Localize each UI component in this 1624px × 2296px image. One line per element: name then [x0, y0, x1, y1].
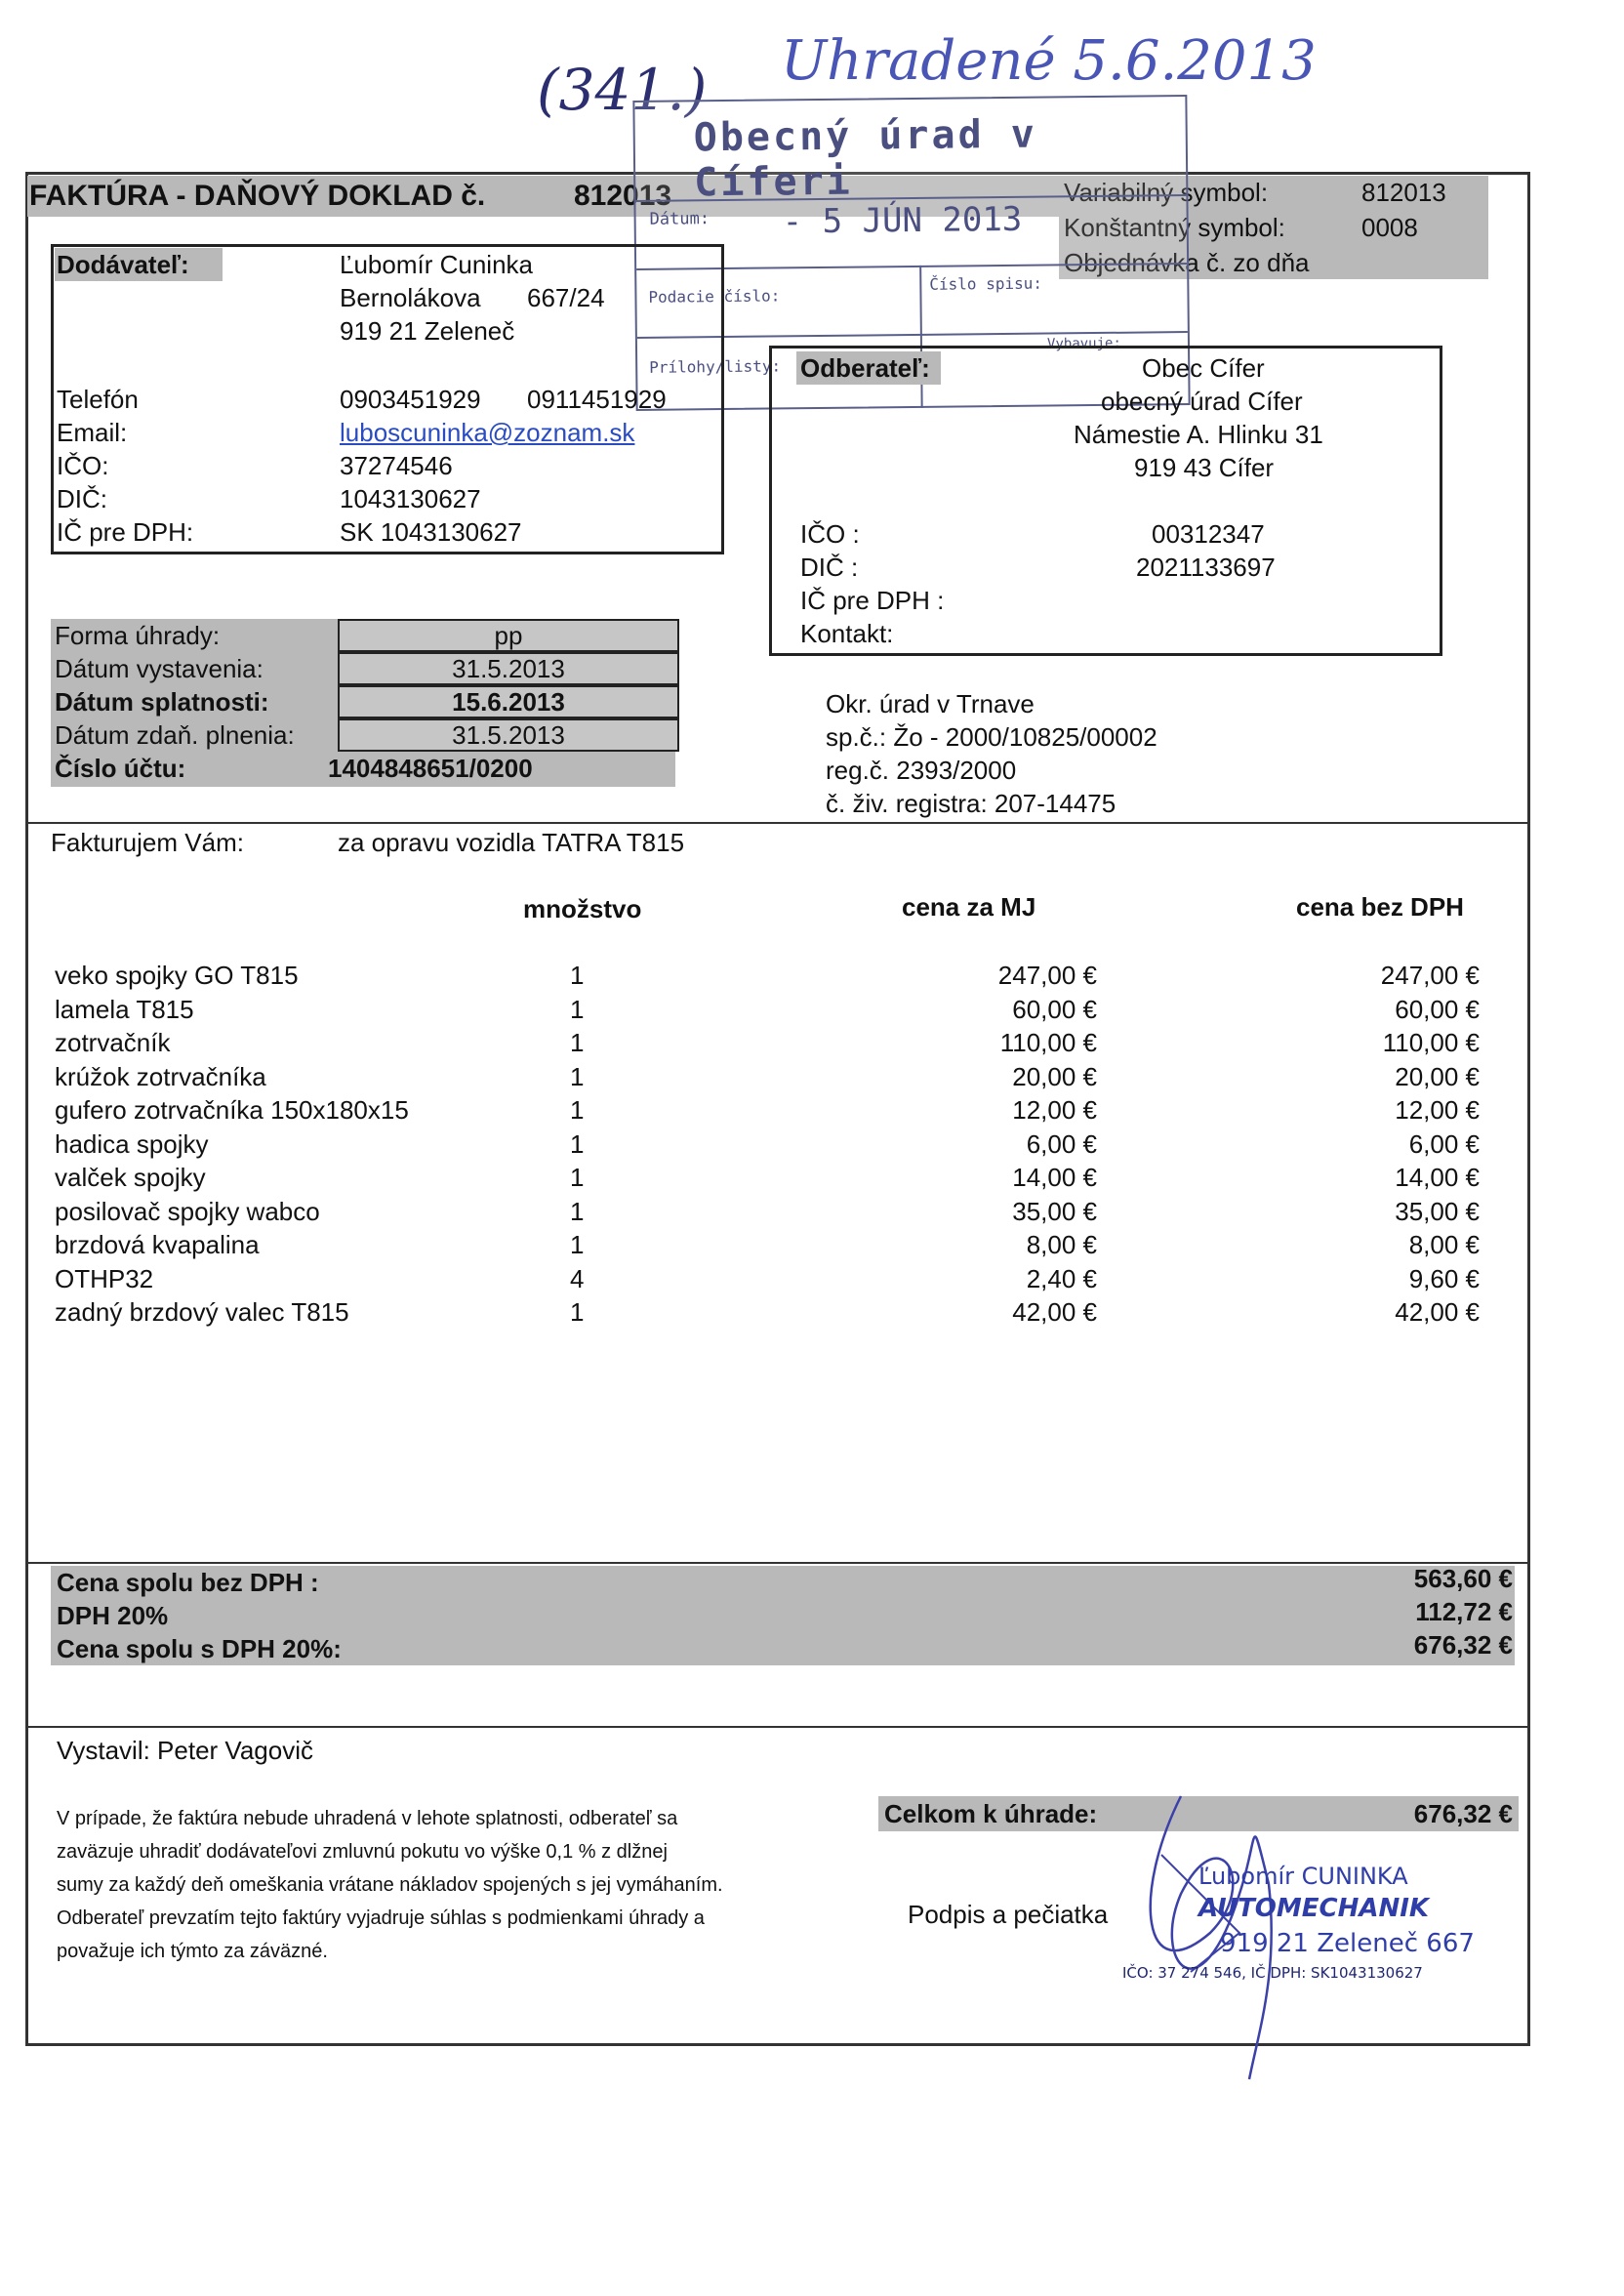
supplier-street-no: 667/24	[527, 283, 605, 312]
invoice-title: FAKTÚRA - DAŇOVÝ DOKLAD č.	[29, 180, 486, 212]
registry-line-3: reg.č. 2393/2000	[826, 756, 1017, 785]
item-total: 110,00 €	[1382, 1028, 1480, 1057]
account-value: 1404848651/0200	[328, 754, 533, 783]
terms-line: sumy za každý deň omeškania vrátane nákladov spojených s jej vymáhaním.	[57, 1874, 723, 1896]
registry-line-2: sp.č.: Žo - 2000/10825/00002	[826, 722, 1157, 752]
supplier-email-label: Email:	[57, 418, 128, 447]
item-unit-price: 8,00 €	[1026, 1230, 1097, 1259]
handwritten-paid-note: Uhradené 5.6.2013	[781, 29, 1317, 93]
customer-contact-label: Kontakt:	[800, 619, 894, 648]
table-row	[55, 1093, 1480, 1127]
item-unit-price: 14,00 €	[1012, 1163, 1097, 1192]
item-total: 9,60 €	[1408, 1263, 1480, 1293]
variable-symbol-label: Variabilný symbol:	[1064, 178, 1269, 207]
item-unit-price: 20,00 €	[1012, 1061, 1097, 1091]
payment-method-label: Forma úhrady:	[55, 621, 221, 650]
supplier-ico-label: IČO:	[57, 451, 109, 480]
customer-dic-label: DIČ :	[800, 553, 859, 582]
item-qty: 1	[570, 1230, 585, 1259]
registry-line-4: č. živ. registra: 207-14475	[826, 789, 1116, 818]
item-qty: 1	[570, 1196, 585, 1226]
terms-line: považuje ich týmto za záväzné.	[57, 1941, 328, 1962]
item-total: 60,00 €	[1395, 994, 1480, 1024]
divider-totals-top	[27, 1562, 1528, 1564]
table-row	[55, 993, 1480, 1026]
signature-stamp-line-1: Ľubomír CUNINKA	[1198, 1863, 1408, 1890]
item-unit-price: 110,00 €	[999, 1028, 1097, 1057]
supplier-dic: 1043130627	[340, 484, 481, 513]
item-name: posilovač spojky wabco	[55, 1196, 320, 1226]
item-qty: 1	[570, 1095, 585, 1125]
net-total-label: Cena spolu bez DPH :	[57, 1568, 319, 1597]
net-total-value: 563,60 €	[1413, 1564, 1513, 1593]
table-row	[55, 1262, 1480, 1295]
item-qty: 1	[570, 1028, 585, 1057]
table-row	[55, 1295, 1480, 1329]
item-unit-price: 12,00 €	[1012, 1095, 1097, 1125]
gross-total-label: Cena spolu s DPH 20%:	[57, 1634, 342, 1663]
column-total: cena bez DPH	[1296, 892, 1464, 922]
item-name: hadica spojky	[55, 1128, 209, 1159]
issue-date-label: Dátum vystavenia:	[55, 654, 264, 683]
item-unit-price: 2,40 €	[1026, 1263, 1097, 1293]
item-total: 6,00 €	[1408, 1128, 1480, 1159]
constant-symbol-label: Konštantný symbol:	[1064, 213, 1285, 242]
amount-due-value: 676,32 €	[1413, 1799, 1513, 1828]
invoice-number: 812013	[574, 180, 672, 212]
vat-label: DPH 20%	[57, 1601, 169, 1630]
due-date-label: Dátum splatnosti:	[55, 687, 269, 717]
item-name: zadný brzdový valec T815	[55, 1297, 349, 1327]
stamp-date: - 5 JÚN 2013	[782, 199, 1023, 242]
item-name: lamela T815	[55, 994, 194, 1024]
item-total: 14,00 €	[1395, 1163, 1480, 1192]
tax-date-value: 31.5.2013	[338, 718, 679, 752]
table-row	[55, 1026, 1480, 1059]
signature-stamp-line-4: IČO: 37 274 546, IČ DPH: SK1043130627	[1122, 1964, 1423, 1982]
item-name: zotrvačník	[55, 1028, 171, 1057]
item-unit-price: 6,00 €	[1026, 1128, 1097, 1159]
item-qty: 1	[570, 961, 585, 990]
subject-text: za opravu vozidla TATRA T815	[338, 828, 685, 857]
customer-ico-label: IČO :	[800, 519, 860, 549]
payment-method-value: pp	[338, 619, 679, 652]
item-name: krúžok zotrvačníka	[55, 1061, 266, 1091]
item-name: veko spojky GO T815	[55, 961, 299, 990]
table-row	[55, 1060, 1480, 1093]
divider-items-top	[27, 822, 1528, 824]
signature-stamp-line-2: AUTOMECHANIK	[1198, 1894, 1430, 1923]
supplier-city: 919 21 Zeleneč	[340, 316, 515, 346]
item-unit-price: 60,00 €	[1012, 994, 1097, 1024]
supplier-street: Bernolákova	[340, 283, 481, 312]
item-name: brzdová kvapalina	[55, 1230, 260, 1259]
item-qty: 1	[570, 1297, 585, 1327]
table-row	[55, 1228, 1480, 1261]
customer-ico: 00312347	[1152, 519, 1265, 549]
registry-line-1: Okr. úrad v Trnave	[826, 689, 1035, 718]
supplier-name: Ľubomír Cuninka	[340, 250, 533, 279]
supplier-email-link[interactable]: luboscuninka@zoznam.sk	[340, 418, 635, 447]
item-unit-price: 42,00 €	[1012, 1297, 1097, 1327]
item-qty: 1	[570, 1163, 585, 1192]
item-total: 20,00 €	[1395, 1061, 1480, 1091]
customer-dic: 2021133697	[1136, 553, 1276, 582]
item-unit-price: 247,00 €	[997, 961, 1097, 990]
item-total: 247,00 €	[1380, 961, 1480, 990]
item-total: 42,00 €	[1395, 1297, 1480, 1327]
item-qty: 1	[570, 994, 585, 1024]
item-name: valček spojky	[55, 1163, 206, 1192]
item-unit-price: 35,00 €	[1012, 1196, 1097, 1226]
signature-stamp-line-3: 919 21 Zeleneč 667	[1220, 1929, 1475, 1958]
handwritten-number: (341.)	[537, 57, 708, 123]
item-total: 35,00 €	[1395, 1196, 1480, 1226]
item-qty: 4	[570, 1263, 585, 1293]
customer-city: 919 43 Cífer	[1134, 453, 1275, 482]
due-date-value: 15.6.2013	[338, 685, 679, 718]
issue-date-value: 31.5.2013	[338, 652, 679, 685]
vat-value: 112,72 €	[1415, 1597, 1513, 1626]
supplier-dic-label: DIČ:	[57, 484, 107, 513]
supplier-phone-2: 0911451929	[527, 385, 667, 414]
supplier-label: Dodávateľ:	[57, 250, 189, 279]
customer-office: obecný úrad Cífer	[1101, 387, 1303, 416]
supplier-icdph-label: IČ pre DPH:	[57, 517, 194, 547]
customer-street: Námestie A. Hlinku 31	[1074, 420, 1323, 449]
column-qty: množstvo	[523, 894, 642, 923]
stamp-file-label: Číslo spisu:	[929, 273, 1043, 294]
payment-terms	[57, 1802, 723, 1968]
item-qty: 1	[570, 1128, 585, 1159]
customer-icdph-label: IČ pre DPH :	[800, 586, 945, 615]
issued-by: Vystavil: Peter Vagovič	[57, 1736, 313, 1765]
stamp-office-name: Obecný úrad v Cíferi	[693, 111, 1038, 206]
customer-name: Obec Cífer	[1142, 353, 1265, 383]
item-total: 12,00 €	[1395, 1095, 1480, 1125]
item-name: OTHP32	[55, 1263, 154, 1293]
signature-label: Podpis a pečiatka	[908, 1900, 1109, 1929]
item-total: 8,00 €	[1408, 1230, 1480, 1259]
stamp-date-label: Dátum:	[649, 209, 710, 229]
terms-line: zaväzuje uhradiť dodávateľovi zmluvnú pokutu vo výške 0,1 % z dlžnej	[57, 1841, 668, 1863]
tax-date-label: Dátum zdaň. plnenia:	[55, 720, 295, 750]
gross-total-value: 676,32 €	[1413, 1630, 1513, 1660]
item-qty: 1	[570, 1061, 585, 1091]
amount-due-label: Celkom k úhrade:	[884, 1799, 1098, 1828]
column-unit-price: cena za MJ	[902, 892, 1036, 922]
supplier-phone-1: 0903451929	[340, 385, 481, 414]
table-row	[55, 1161, 1480, 1194]
account-label: Číslo účtu:	[55, 754, 186, 783]
item-name: gufero zotrvačníka 150x180x15	[55, 1095, 409, 1125]
stamp-filing-label: Podacie číslo:	[648, 286, 781, 307]
supplier-icdph: SK 1043130627	[340, 517, 522, 547]
divider-footer-top	[27, 1726, 1528, 1728]
terms-line: Odberateľ prevzatím tejto faktúry vyjadruje súhlas s podmienkami úhrady a	[57, 1907, 705, 1929]
subject-label: Fakturujem Vám:	[51, 828, 244, 857]
supplier-ico: 37274546	[340, 451, 453, 480]
stamp-handles-label: Vybavuje:	[1046, 335, 1121, 352]
stamp-attachments-label: Prílohy/listy:	[649, 356, 782, 377]
variable-symbol-value: 812013	[1361, 178, 1446, 207]
order-label: Objednávka č. zo dňa	[1064, 248, 1310, 277]
table-row	[55, 1195, 1480, 1228]
constant-symbol-value: 0008	[1361, 213, 1418, 242]
table-row	[55, 1128, 1480, 1161]
customer-label: Odberateľ:	[800, 353, 930, 383]
table-row	[55, 959, 1480, 992]
supplier-phone-label: Telefón	[57, 385, 139, 414]
terms-line: V prípade, že faktúra nebude uhradená v lehote splatnosti, odberateľ sa	[57, 1808, 678, 1829]
